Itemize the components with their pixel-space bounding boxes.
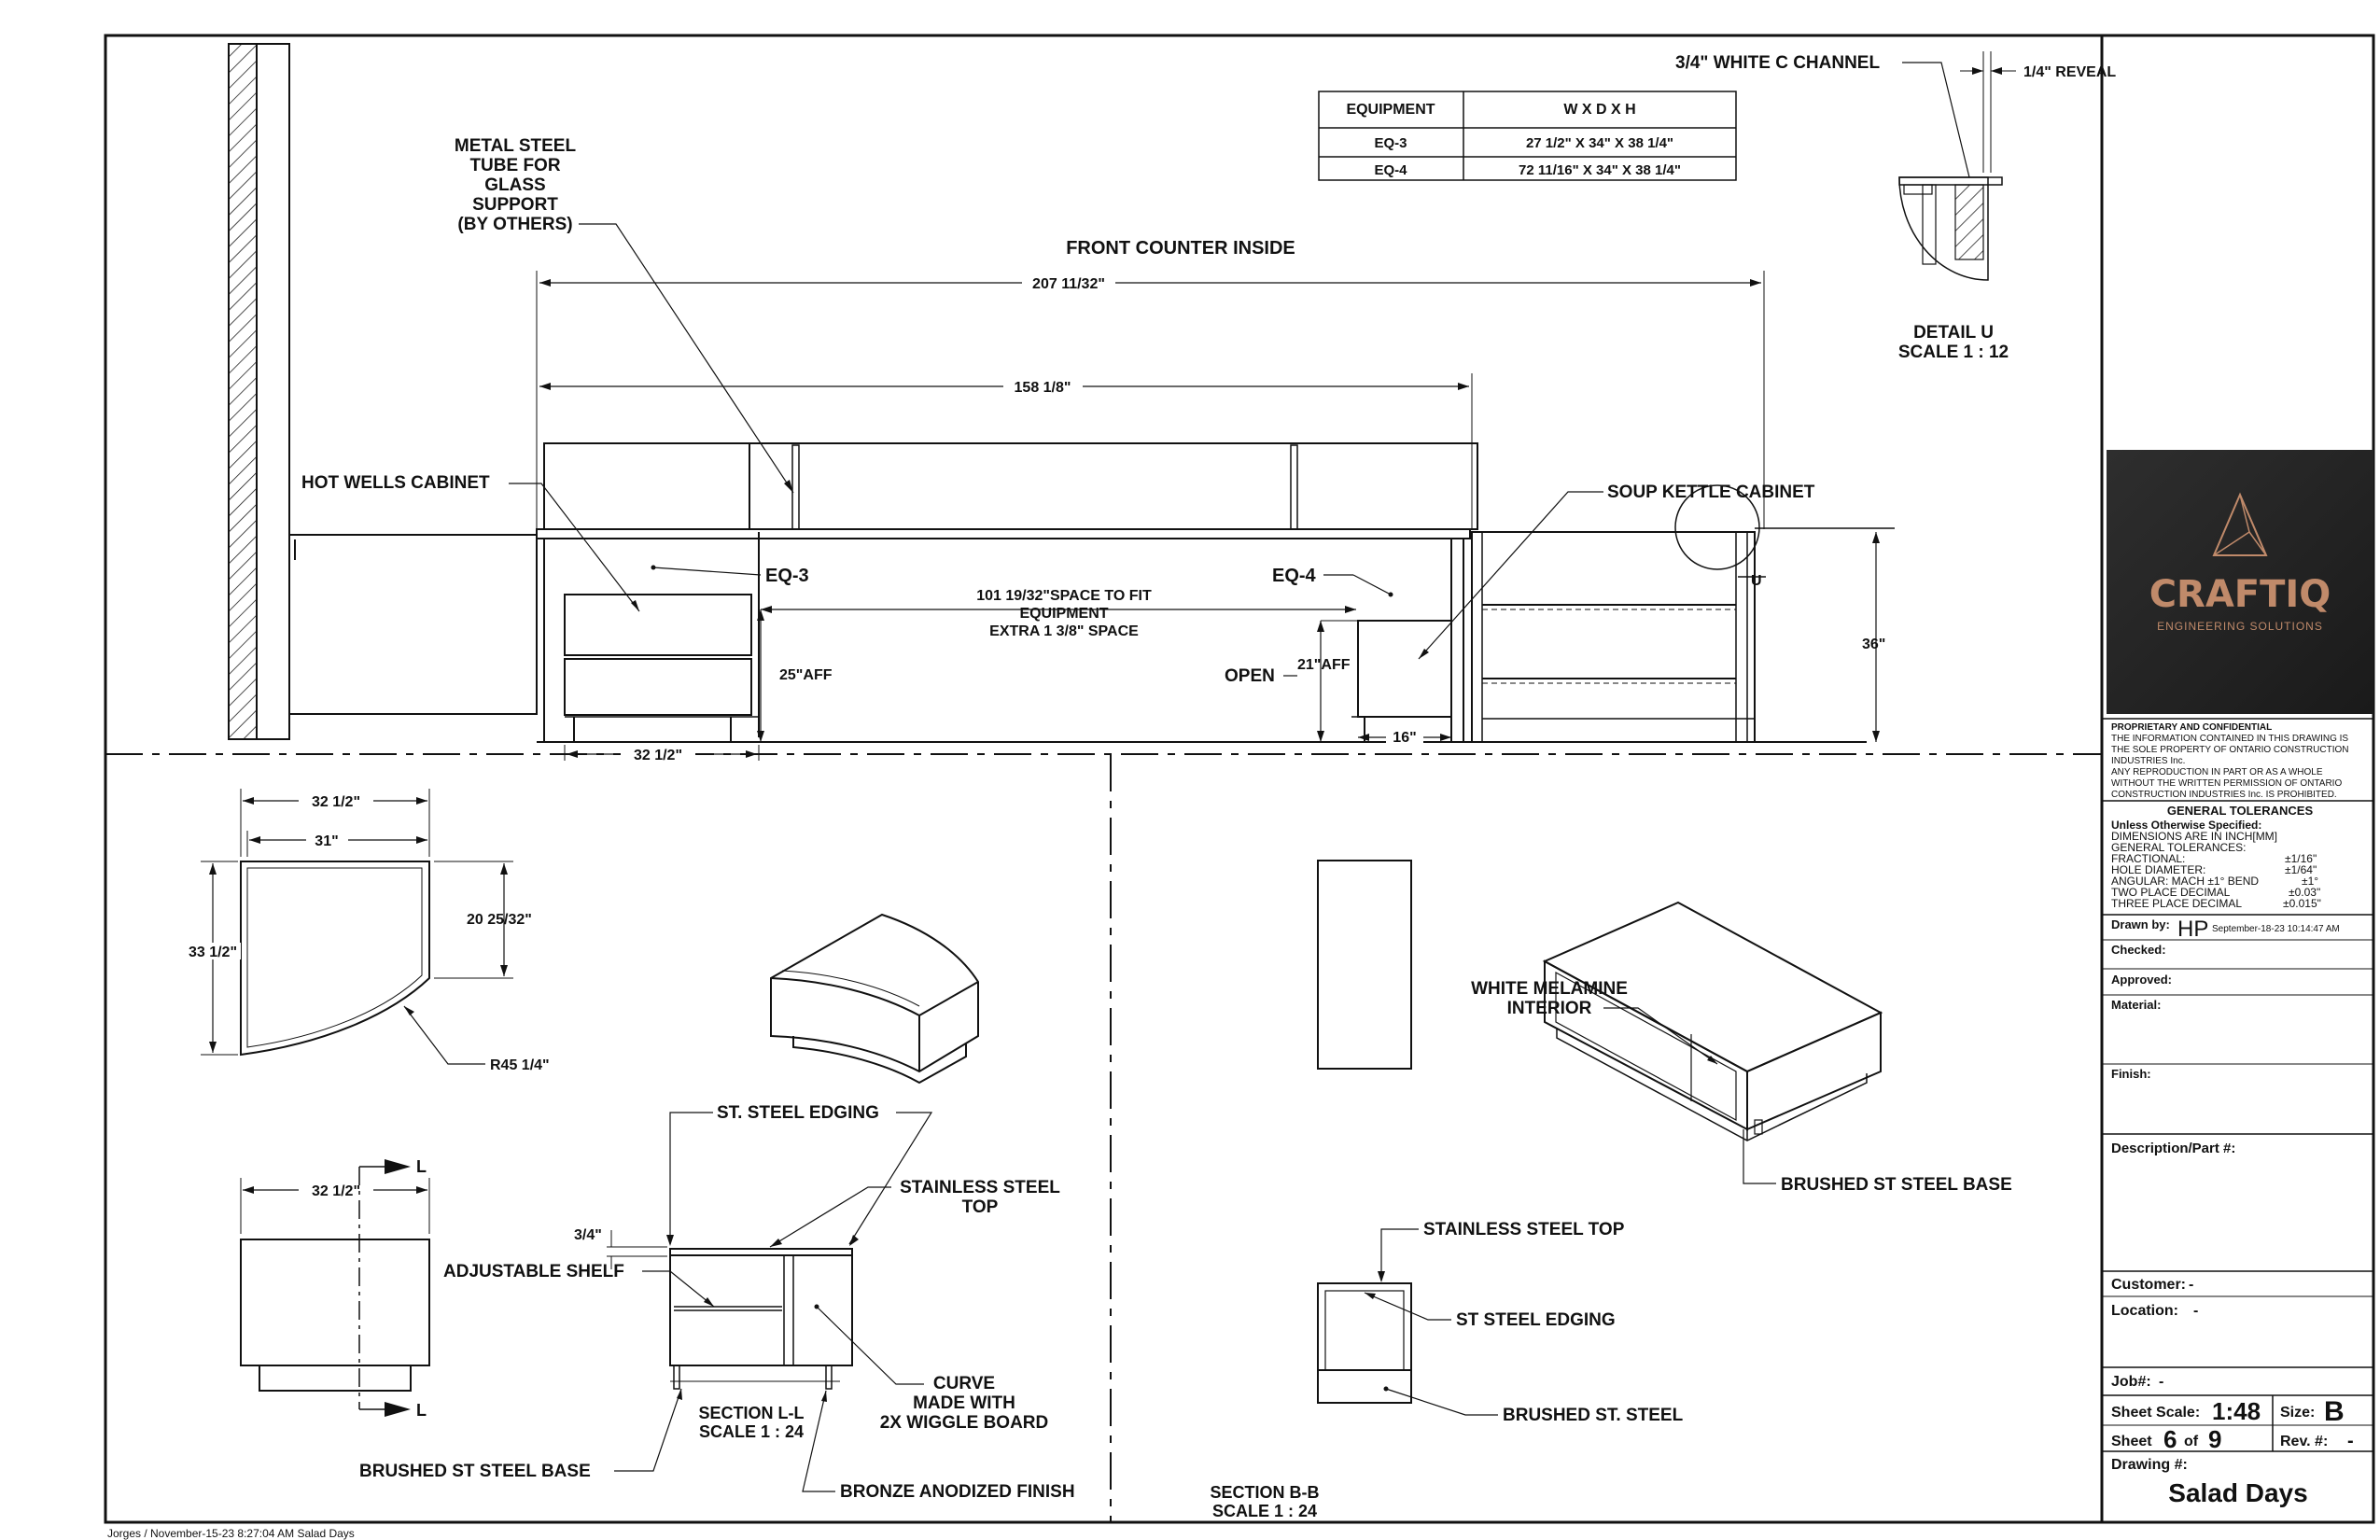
- dim-plan-32: 32 1/2": [311, 794, 361, 810]
- svg-text:±1/16": ±1/16": [2285, 852, 2317, 865]
- drawn-by-label: Drawn by:: [2111, 917, 2170, 931]
- glass-support-frame: [544, 443, 1477, 529]
- sheet-scale-label: Sheet Scale:: [2111, 1405, 2201, 1421]
- space-note: [976, 588, 1152, 639]
- dim-36: 36": [1862, 637, 1886, 652]
- drawn-date: September-18-23 10:14:47 AM: [2212, 924, 2340, 934]
- table-cell: 27 1/2" X 34" X 38 1/4": [1525, 135, 1674, 151]
- detail-u-marker: U: [1751, 573, 1762, 589]
- svg-text:GENERAL TOLERANCES:: GENERAL TOLERANCES:: [2111, 841, 2247, 854]
- bronze-finish-label: BRONZE ANODIZED FINISH: [840, 1482, 1075, 1502]
- svg-text:CONSTRUCTION INDUSTRIES Inc. I: CONSTRUCTION INDUSTRIES Inc. IS PROHIBITED.: [2111, 790, 2337, 800]
- svg-text:TUBE FOR: TUBE FOR: [469, 156, 561, 175]
- drawn-by-value: HP: [2177, 917, 2209, 942]
- description-label: Description/Part #:: [2111, 1141, 2236, 1156]
- checked-label: Checked:: [2111, 943, 2166, 957]
- melamine-label-1: WHITE MELAMINE: [1471, 979, 1628, 999]
- title-block: [2102, 450, 2373, 1507]
- svg-text:±0.03": ±0.03": [2289, 886, 2321, 899]
- svg-text:Unless Otherwise Specified:: Unless Otherwise Specified:: [2111, 819, 2262, 832]
- detail-u-scale: SCALE 1 : 12: [1897, 343, 2009, 362]
- front-elevation-view: [229, 44, 1895, 763]
- svg-text:±1/64": ±1/64": [2285, 863, 2317, 876]
- counter-top: [537, 529, 1470, 539]
- right-lower-views: [1211, 861, 2012, 1520]
- wall-face: [257, 44, 289, 739]
- brushed-st-steel-base-label: BRUSHED ST STEEL BASE: [1781, 1175, 2012, 1195]
- section-l-scale: SCALE 1 : 24: [698, 1422, 805, 1441]
- finish-label: Finish:: [2111, 1067, 2151, 1081]
- job-value: -: [2159, 1374, 2164, 1390]
- edging-right-label: ST STEEL EDGING: [1456, 1310, 1616, 1330]
- section-b-box: [1318, 1283, 1411, 1370]
- dim-plan-31: 31": [315, 833, 339, 849]
- tolerances-title: GENERAL TOLERANCES: [2166, 804, 2314, 818]
- corner-front-view: [241, 1157, 429, 1420]
- soup-kettle-label: SOUP KETTLE CABINET: [1607, 483, 1815, 502]
- open-label: OPEN: [1225, 666, 1275, 686]
- sheet-total: 9: [2208, 1425, 2222, 1453]
- svg-text:THREE PLACE DECIMAL: THREE PLACE DECIMAL: [2111, 897, 2243, 910]
- table-cell: EQ-3: [1374, 135, 1407, 151]
- svg-text:101 19/32"SPACE TO FIT: 101 19/32"SPACE TO FIT: [976, 588, 1152, 604]
- rev-value: -: [2347, 1431, 2354, 1451]
- dim-upper-length: 158 1/8": [1014, 380, 1071, 396]
- thickness-label: 3/4": [574, 1227, 602, 1243]
- svg-text:±0.015": ±0.015": [2283, 897, 2321, 910]
- table-header: W X D X H: [1563, 102, 1636, 118]
- hot-wells-drawer: [565, 659, 751, 715]
- svg-text:EQUIPMENT: EQUIPMENT: [1019, 606, 1109, 622]
- section-mark-top: L: [416, 1157, 427, 1176]
- svg-text:HOLE DIAMETER:: HOLE DIAMETER:: [2111, 863, 2206, 876]
- ss-top-label-1: STAINLESS STEEL: [900, 1178, 1060, 1197]
- st-steel-edging-label: ST. STEEL EDGING: [717, 1103, 879, 1123]
- svg-text:FRACTIONAL:: FRACTIONAL:: [2111, 852, 2186, 865]
- sheet-number: 6: [2163, 1425, 2177, 1453]
- table-header: EQUIPMENT: [1346, 102, 1435, 118]
- location-label: Location:: [2111, 1303, 2178, 1319]
- metal-tube-label: [455, 136, 577, 234]
- svg-text:ANGULAR: MACH ±1° BEND: ANGULAR: MACH ±1° BEND: [2111, 875, 2260, 888]
- job-label: Job#:: [2111, 1374, 2151, 1390]
- hot-wells-drawer: [565, 595, 751, 655]
- open-compartment: [1358, 621, 1451, 717]
- size-value: B: [2324, 1396, 2345, 1427]
- drawing-name: Salad Days: [2168, 1478, 2308, 1507]
- brushed-steel-right-label: BRUSHED ST. STEEL: [1503, 1406, 1684, 1425]
- dim-overall-length: 207 11/32": [1032, 276, 1105, 292]
- svg-text:2X WIGGLE BOARD: 2X WIGGLE BOARD: [879, 1413, 1049, 1433]
- sheet-scale-value: 1:48: [2212, 1397, 2261, 1425]
- svg-text:GLASS: GLASS: [484, 175, 546, 195]
- reveal-label: 1/4" REVEAL: [2023, 64, 2117, 80]
- svg-text:ANY REPRODUCTION IN PART OR AS: ANY REPRODUCTION IN PART OR AS A WHOLE: [2111, 767, 2323, 777]
- hot-wells-label: HOT WELLS CABINET: [301, 473, 490, 493]
- customer-value: -: [2189, 1277, 2194, 1293]
- wall-hatched: [229, 44, 257, 739]
- sheet-label: Sheet: [2111, 1434, 2152, 1449]
- proprietary-notice: [2111, 722, 2348, 800]
- ss-top-label-2: TOP: [961, 1197, 999, 1217]
- section-b-scale: SCALE 1 : 24: [1211, 1502, 1318, 1520]
- svg-text:SUPPORT: SUPPORT: [472, 195, 558, 215]
- c-channel-label: 3/4" WHITE C CHANNEL: [1675, 53, 1881, 73]
- eq3-label: EQ-3: [765, 566, 809, 586]
- approved-label: Approved:: [2111, 973, 2172, 987]
- svg-text:THE INFORMATION CONTAINED IN T: THE INFORMATION CONTAINED IN THIS DRAWING IS: [2111, 734, 2349, 744]
- table-cell: EQ-4: [1374, 162, 1407, 178]
- equipment-table: [1319, 91, 1736, 180]
- svg-text:±1°: ±1°: [2302, 875, 2319, 888]
- side-panel: [289, 535, 537, 714]
- logo-tagline: ENGINEERING SOLUTIONS: [2157, 620, 2323, 633]
- dim-plan-33: 33 1/2": [188, 945, 238, 960]
- corner-isometric-view: [771, 915, 978, 1083]
- material-label: Material:: [2111, 998, 2162, 1012]
- svg-text:MADE WITH: MADE WITH: [913, 1393, 1015, 1413]
- dim-21-aff: 21"AFF: [1297, 657, 1351, 673]
- svg-text:CURVE: CURVE: [932, 1374, 996, 1393]
- radius-label: R45 1/4": [490, 1057, 550, 1073]
- detail-u-view: [1675, 51, 2116, 362]
- side-view-panel: [1318, 861, 1411, 1069]
- brushed-base-label: BRUSHED ST STEEL BASE: [359, 1462, 591, 1481]
- soup-kettle-cabinet: [1472, 532, 1755, 742]
- section-mark-bottom: L: [416, 1401, 427, 1420]
- section-b-title: SECTION B-B: [1210, 1483, 1320, 1502]
- svg-text:WITHOUT THE WRITTEN PERMISSION: WITHOUT THE WRITTEN PERMISSION OF ONTARIO: [2111, 778, 2343, 789]
- svg-text:INDUSTRIES Inc.: INDUSTRIES Inc.: [2111, 756, 2186, 766]
- svg-text:THE SOLE PROPERTY OF ONTARIO C: THE SOLE PROPERTY OF ONTARIO CONSTRUCTION: [2111, 745, 2349, 755]
- melamine-label-2: INTERIOR: [1506, 999, 1592, 1018]
- dim-plan-20: 20 25/32": [467, 912, 532, 928]
- tolerances-list: [2111, 819, 2321, 910]
- footer-stamp: Jorges / November-15-23 8:27:04 AM Salad Days: [107, 1527, 355, 1540]
- dim-32-half: 32 1/2": [633, 748, 683, 763]
- corner-plan-view: [185, 789, 550, 1073]
- svg-text:PROPRIETARY AND CONFIDENTIAL: PROPRIETARY AND CONFIDENTIAL: [2111, 722, 2273, 733]
- table-cell: 72 11/16" X 34" X 38 1/4": [1519, 162, 1681, 178]
- dim-front-32: 32 1/2": [311, 1183, 361, 1199]
- dim-25-aff: 25"AFF: [779, 667, 833, 683]
- ss-top-right-label: STAINLESS STEEL TOP: [1423, 1220, 1625, 1239]
- drawing-number-label: Drawing #:: [2111, 1457, 2188, 1473]
- detail-u-title: DETAIL U: [1913, 323, 1994, 343]
- svg-text:TWO PLACE DECIMAL: TWO PLACE DECIMAL: [2111, 886, 2231, 899]
- svg-text:EXTRA 1 3/8" SPACE: EXTRA 1 3/8" SPACE: [989, 623, 1139, 639]
- location-value: -: [2193, 1303, 2199, 1319]
- svg-text:METAL STEEL: METAL STEEL: [454, 136, 577, 156]
- size-label: Size:: [2280, 1405, 2316, 1421]
- svg-text:DIMENSIONS ARE IN INCH[MM]: DIMENSIONS ARE IN INCH[MM]: [2111, 830, 2278, 843]
- adjustable-shelf-label: ADJUSTABLE SHELF: [443, 1262, 624, 1281]
- customer-label: Customer:: [2111, 1277, 2187, 1293]
- curve-note: [880, 1374, 1049, 1433]
- rev-label: Rev. #:: [2280, 1434, 2329, 1449]
- eq4-label: EQ-4: [1272, 566, 1316, 586]
- elevation-title: FRONT COUNTER INSIDE: [1066, 238, 1295, 259]
- logo-name: CRAFTIQ: [2149, 573, 2331, 616]
- dim-16: 16": [1393, 730, 1417, 746]
- svg-text:(BY OTHERS): (BY OTHERS): [457, 215, 573, 234]
- sheet-of-label: of: [2184, 1434, 2199, 1449]
- section-l-title: SECTION L-L: [698, 1404, 805, 1422]
- section-l-view: [359, 1103, 1075, 1502]
